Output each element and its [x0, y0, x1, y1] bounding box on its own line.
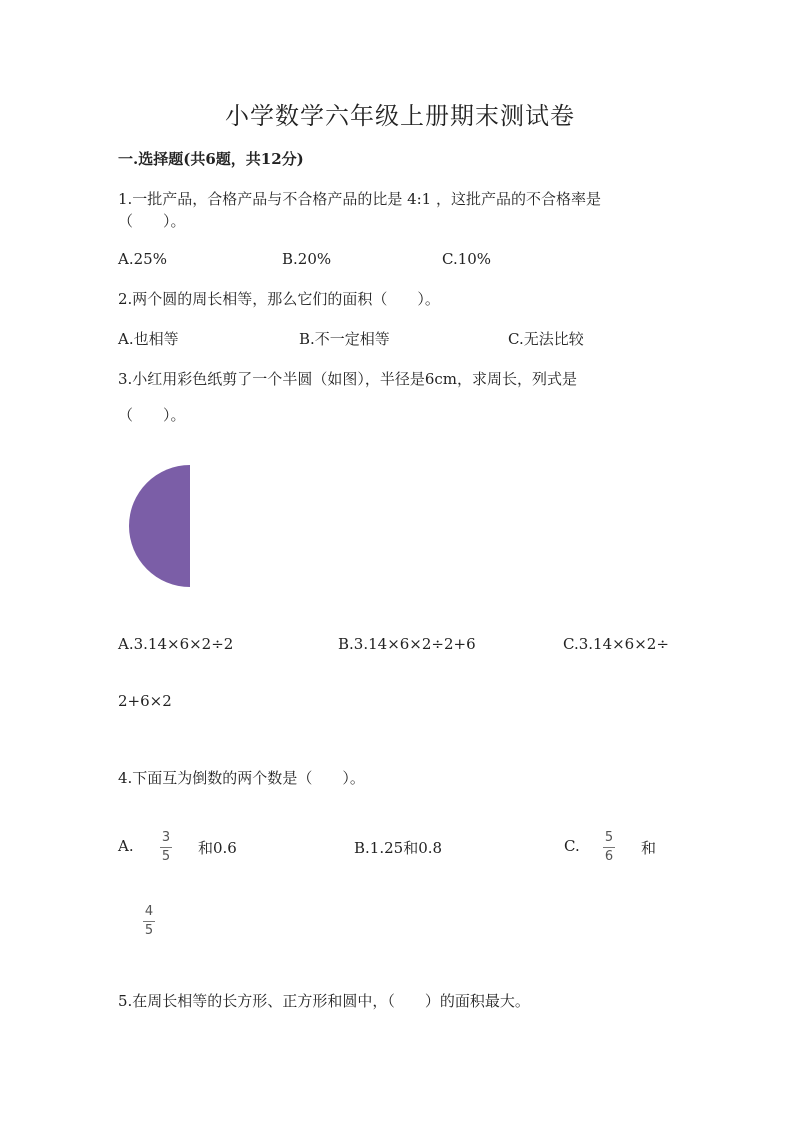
question-3-text: 3.小红用彩色纸剪了一个半圆（如图），半径是6cm，求周长，列式是 — [118, 370, 577, 388]
question-3-blank: （ ）。 — [118, 406, 186, 424]
fraction-numerator: 3 — [161, 830, 171, 845]
question-4-option-a-label: A. — [118, 837, 134, 855]
question-4-option-a-text: 和0.6 — [198, 839, 237, 857]
question-4-option-b: B.1.25和0.8 — [354, 839, 443, 857]
fraction-four-fifths — [143, 905, 155, 938]
section-heading: 一.选择题(共6题，共12分) — [118, 150, 304, 168]
semicircle-figure — [128, 464, 194, 588]
question-2-text: 2.两个圆的周长相等，那么它们的面积（ ）。 — [118, 290, 440, 308]
fraction-bar — [160, 847, 172, 848]
question-2-option-b: B.不一定相等 — [299, 330, 390, 348]
question-2-option-c: C.无法比较 — [508, 330, 584, 348]
fraction-denominator: 5 — [144, 923, 154, 938]
question-1-option-a: A.25% — [118, 250, 167, 268]
question-4-option-c-label: C. — [564, 837, 580, 855]
question-3-option-a: A.3.14×6×2÷2 — [118, 635, 234, 653]
question-4-option-c-text: 和 — [641, 839, 657, 857]
fraction-denominator: 5 — [161, 849, 171, 864]
question-2-option-a: A.也相等 — [118, 330, 179, 348]
question-3-option-c: C.3.14×6×2÷ — [563, 635, 669, 653]
question-5-text: 5.在周长相等的长方形、正方形和圆中，（ ）的面积最大。 — [118, 992, 530, 1010]
semicircle-shape — [129, 465, 190, 587]
fraction-bar — [603, 847, 615, 848]
fraction-bar — [143, 921, 155, 922]
fraction-numerator: 5 — [604, 830, 614, 845]
fraction-five-sixths — [603, 831, 615, 864]
fraction-denominator: 6 — [604, 849, 614, 864]
fraction-numerator: 4 — [144, 904, 154, 919]
question-1-text: 1.一批产品，合格产品与不合格产品的比是 4:1 ，这批产品的不合格率是 — [118, 190, 601, 208]
question-4-text: 4.下面互为倒数的两个数是（ ）。 — [118, 769, 365, 787]
question-3-option-b: B.3.14×6×2÷2+6 — [338, 635, 476, 653]
question-1-option-c: C.10% — [442, 250, 492, 268]
question-1-blank: （ ）。 — [118, 212, 186, 230]
question-1-option-b: B.20% — [282, 250, 332, 268]
question-3-option-c-continued: 2+6×2 — [118, 692, 172, 710]
fraction-three-fifths — [160, 831, 172, 864]
page-title: 小学数学六年级上册期末测试卷 — [225, 102, 575, 130]
